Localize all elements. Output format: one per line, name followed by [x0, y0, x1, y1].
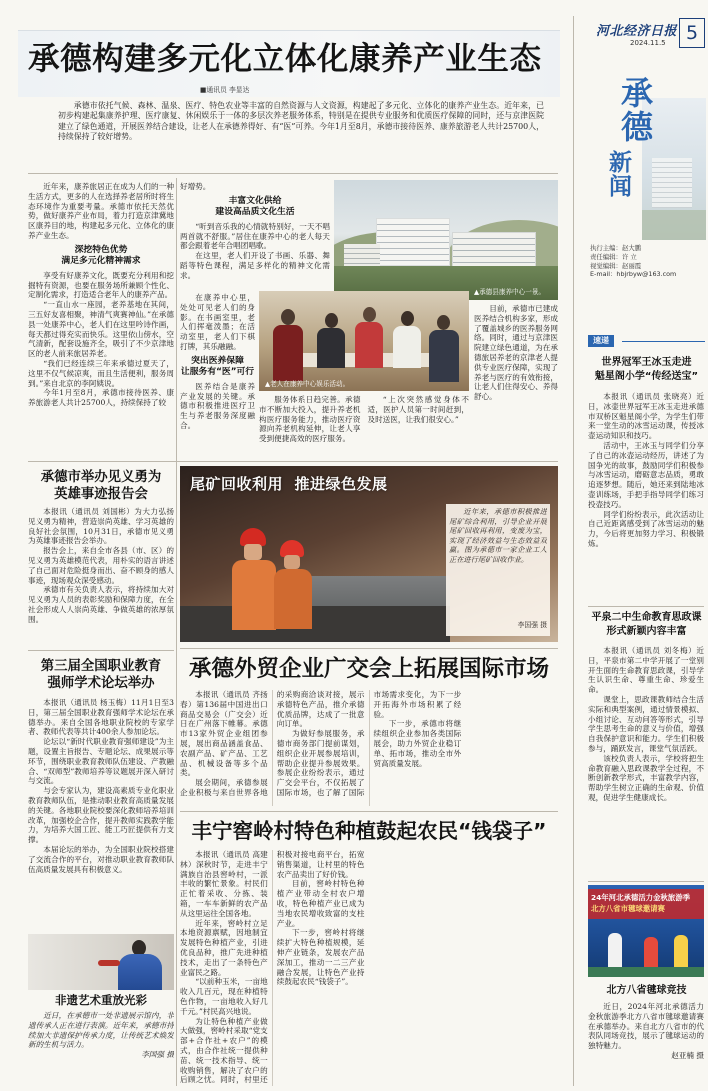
- lead-under-photo: [259, 395, 469, 458]
- photo-kangyang-people: [259, 291, 469, 391]
- paper-name: 河北经济日报: [596, 24, 678, 39]
- paragraph: “听到音乐我的心情就特别好，一天不唱两首就不舒服。”居住在康养中心的老人每天都会跟着老年合唱团唱歌。: [180, 221, 330, 251]
- photo-player-shape: [644, 937, 658, 969]
- photo-worker-face: [244, 544, 262, 560]
- paragraph: 近日，2024年河北承德活力金秋旅游季北方八省市毽球邀请赛在承德举办。来自北方八省市的代表队同场竞技，展示了毽球运动的独特魅力。: [588, 1002, 704, 1051]
- paragraph: 本报讯（通讯员 刘冬梅）近日，平泉市第二中学开展了一堂别开生面的生命教育思政课，引导学生认识生命、尊重生命、珍爱生命。: [588, 646, 704, 695]
- photo-banner-tailings: [180, 466, 558, 642]
- photo-building-shape: [652, 158, 692, 208]
- photo-person-head: [325, 313, 338, 328]
- lead-right-col: [474, 304, 558, 458]
- column-divider: [176, 178, 177, 1086]
- subheading: 丰富文化供给 建设高品质文化生活: [215, 195, 295, 217]
- paragraph: 下一步，窖岭村将继续扩大特色种植规模，延伸产业链条，发展农产品深加工，推动一二三产业融合发展，让特色产业持续鼓起农民“钱袋子”。: [276, 928, 365, 987]
- paragraph: 本报讯（通讯员 刘国彬）为大力弘扬见义勇为精神，营造崇尚英雄、学习英雄的良好社会氛围，10月31日，承德市见义勇为英雄事迹报告会举办。: [28, 507, 174, 546]
- photo-person-body: [429, 330, 459, 382]
- banner-caption: 近年来，承德市积极推进尾矿综合利用，引导企业开展尾矿回收再利用，变废为宝，实现了经济效益与生态效益双赢。图为承德市一家企业工人正在进行尾矿回收作业。: [449, 507, 547, 564]
- paragraph: 本报讯（通讯员 张晓亮）近日，冰壶世界冠军王冰玉走进承德市双桥区魁星阁小学，为学生们带来一堂生动的冰雪运动课，传授冰壶运动知识和技巧。: [588, 392, 704, 441]
- photo-ground-shape: [642, 210, 706, 240]
- paragraph: 在康养中心里，处处可见老人们的身影。在书画室里，老人们挥毫泼墨；在活动室里，老人们下棋打牌，其乐融融。: [180, 293, 255, 351]
- editor-email: E-mail：hbjrbyw@163.com: [590, 270, 677, 279]
- paragraph: “以前种玉米，一亩地收入几百元，现在种植特色作物，一亩地收入好几千元。”村民高兴地说。: [180, 977, 268, 1016]
- heroes-body: [28, 507, 174, 644]
- banner-caption-box: [446, 504, 550, 636]
- brief-tag-label: 速递: [588, 335, 614, 347]
- paragraph: 课堂上，思政课教师结合生活实际和典型案例，通过情景模拟、小组讨论、互动问答等形式，引导学生思考生命的意义与价值，增强自我保护意识和能力。学生们积极参与，踊跃发言，课堂气氛活跃。: [588, 694, 704, 753]
- subheading: 突出医养保障 让服务有“医”可行: [180, 355, 255, 377]
- brief-tag: [588, 334, 705, 348]
- paragraph: 近年来，康养旅居正在成为人们的一种生活方式，更多的人在选择养老居所时将生态环境作为重要考量。承德市依托天然优势，做好康养产业布局，着力打造京津冀地区康养目的地，构建起多元化、立体化的康养产业生态。: [28, 182, 174, 240]
- brief-3-credit: 赵亚楠 摄: [671, 1050, 704, 1060]
- brief-2-headline: 平泉二中生命教育思政课 形式新颖内容丰富: [591, 612, 702, 637]
- paragraph: 本届论坛的举办，为全国职业院校搭建了交流合作的平台，对推动职业教育教师队伍高质量发展具有积极意义。: [28, 844, 174, 874]
- lead-col-2-top: [180, 182, 330, 288]
- vocational-body: [28, 698, 174, 928]
- paragraph: 服务体系日趋完善。承德市不断加大投入，提升养老机构医疗服务能力，推动医疗资源向养老机构延伸，让老人享受到便捷高效的医疗服务。: [259, 395, 361, 444]
- section-rule: [588, 606, 704, 607]
- paragraph: 享受有好康养文化，既要充分利用和挖掘特有资源，也要在服务场所兼顾个性化、定制化需求，打造适合老年人的康养产品。: [28, 270, 174, 300]
- photo-shuttlecock-event: [588, 885, 704, 977]
- photo-person-body: [273, 325, 303, 381]
- fengning-headline: 丰宁窖岭村特色种植鼓起农民“钱袋子”: [191, 819, 547, 843]
- paragraph: 承德市有关负责人表示，将持续加大对见义勇为人员的表彰奖励和保障力度，在全社会形成人人崇尚英雄、争做英雄的浓厚氛围。: [28, 585, 174, 624]
- paragraph: 今年1月至8月，承德市接待医养、康养旅游老人共计25700人，持续保持了较: [28, 388, 174, 408]
- heroes-headline: 承德市举办见义勇为 英雄事迹报告会: [40, 470, 162, 502]
- photo-court-shape: [588, 967, 704, 977]
- photo-person-head: [437, 315, 450, 330]
- rail-divider: [573, 16, 574, 1086]
- paragraph: 活动中，王冰玉与同学们分享了自己的冰壶运动经历，讲述了为国争光的故事，鼓励同学们积极参与冰雪运动，磨砺意志品质，勇敢追逐梦想。随后，她还来到陆地冰壶训练场，手把手指导同学们练习投壶技巧。: [588, 440, 704, 509]
- paragraph: 同学们纷纷表示，此次活动让自己近距离感受到了冰雪运动的魅力，今后将更加努力学习、积极锻炼。: [588, 509, 704, 548]
- paragraph: 论坛以“新时代职业教育强师建设”为主题，设置主旨报告、专题论坛、成果展示等环节，围绕职业教育教师队伍建设、产教融合、“双师型”教师培养等议题展开深入研讨与交流。: [28, 737, 174, 786]
- lead-lede-rule: [28, 173, 558, 174]
- brief-3-body: [588, 1002, 704, 1086]
- vocational-headline: 第三届全国职业教育 强师学术论坛举办: [40, 659, 162, 691]
- lead-col-2-bottom: [180, 293, 255, 458]
- issue-date: 2024.11.5: [630, 39, 666, 47]
- section-rule: [28, 650, 174, 651]
- photo-banner-text-2: 北方八省市毽球邀请赛: [591, 904, 665, 913]
- lead-byline: ■通讯员 李显达: [200, 86, 250, 94]
- brief-1-body: [588, 392, 704, 600]
- photo-heritage: [28, 934, 174, 990]
- photo-person-body: [393, 326, 421, 368]
- fengning-body: [180, 850, 558, 1086]
- section-rule: [28, 461, 558, 462]
- paragraph: 本报讯（通讯员 高建林）深秋时节，走进丰宁满族自治县窖岭村，一派丰收的繁忙景象。村民们正忙着采收、分拣、装箱，一车车新鲜的农产品从这里运往全国各地。: [180, 850, 268, 918]
- paragraph: “我们已经连续三年来承德过夏天了，这里不仅气候凉爽，而且生活便利，服务周到。”来自北京的李阿姨说。: [28, 358, 174, 388]
- paragraph: “上次突然感觉身体不适，医护人员第一时间赶到，及时送医，让我们很安心。”: [367, 395, 469, 424]
- heritage-caption: [28, 1011, 174, 1085]
- lead-col-1: [28, 182, 174, 456]
- brief-3-paragraphs: [588, 1002, 704, 1051]
- brief-tag-rule: [622, 341, 705, 342]
- photo-kangyang-buildings: [334, 180, 558, 300]
- editor-line: 执行主编：赵大鹏: [590, 244, 642, 252]
- brief-3-headline: 北方八省毽球竞技: [606, 985, 687, 996]
- editor-line: 视觉编辑：赵丽霞: [590, 261, 642, 270]
- paragraph: 目前，承德市已建成医养结合机构多家，形成了覆盖城乡的医养服务网络。同时，通过与京津医院建立绿色通道，为在承德旅居养老的京津老人提供专业医疗保障，实现了养老与医疗的有效衔接，让老人们住得安心、养得舒心。: [474, 304, 558, 402]
- paragraph: “一直山水一座园，老养基地在其间，三五好友喜相聚，神清气爽赛神仙。”在承德县一处康养中心，老人们在这里吟诗作画，每天都过得充实而快乐。这里依山傍水，空气清新，配套设施齐全，吸引了不少京津地区的老人前来旅居养老。: [28, 300, 174, 359]
- paragraph: 展会期间，承德参展企业积极与来自世界各地的采购商洽谈对接，展示承德特色产品，推介承德优质品牌，达成了一批意向订单。: [180, 690, 365, 797]
- photo-machine-shape: [180, 606, 450, 642]
- brief-2-body: [588, 646, 704, 878]
- heritage-caption-text: 近日，在承德市一处非遗展示馆内，非遗传承人正在进行表演。近年来，承德市持续加大非遗保护传承力度，让传统艺术焕发新的生机与活力。: [28, 1011, 174, 1050]
- photo-worker-body: [274, 569, 312, 629]
- paragraph: 本报讯（通讯员 杨玉梅）11月1日至3日，第三届全国职业教育强师学术论坛在承德举办。来自全国各地职业院校的专家学者、教师代表等共计400余人参加论坛。: [28, 698, 174, 737]
- paragraph: 在这里，老人们开设了书画、乐器、舞蹈等特色课程，满足多样化的精神文化需求。: [180, 251, 330, 280]
- photo-person-head: [363, 307, 376, 322]
- paragraph: 近年来，窖岭村立足本地资源禀赋，因地制宜发展特色种植产业，引进优良品种，推广先进种植技术，走出了一条特色产业富民之路。: [180, 918, 268, 977]
- photo-player-shape: [608, 933, 622, 969]
- heritage-credit: 李国强 摄: [141, 1050, 174, 1060]
- lede-paragraph: 承德市依托气候、森林、温泉、医疗、特色农业等丰富的自然资源与人文资源，构建起了多元化、立体化的康养产业生态。近年来，已初步构建起集康养护理、医疗康复、休闲娱乐于一体的多层次养老服务体系，特别是在提供专业服务和优质医疗保障的同时，还与京津医院建立了绿色通道，开展医养结合建设，让老人在承德养得好、有“医”可养。今年1月至8月，承德市接待医养、康养旅游老人共计25700人，持续保持了较好增势。: [58, 101, 544, 141]
- section-rule: [180, 648, 558, 649]
- photo-banner-text-1: 24年河北承德活力金秋旅游季: [591, 893, 690, 902]
- photo-performer-prop: [98, 960, 120, 966]
- photo-person-head: [401, 311, 414, 326]
- page-number: 5: [679, 18, 705, 48]
- photo-caption: ▲承德县康养中心一景。: [474, 288, 546, 296]
- paragraph: 目前，窖岭村特色种植产业带动全村农户增收，特色种植产业已成为当地农民增收致富的支柱产业。: [276, 879, 365, 928]
- photo-player-shape: [674, 935, 688, 969]
- heritage-headline: 非遗艺术重放光彩: [55, 993, 147, 1007]
- canton-fair-body: [180, 690, 558, 806]
- paragraph: 该校负责人表示，学校将把生命教育融入思政课教学全过程，不断创新教学形式，丰富教学内容，帮助学生树立正确的生命观、价值观，促进学生健康成长。: [588, 753, 704, 802]
- paragraph: 下一步，承德市将继续组织企业参加各类国际展会，助力外贸企业稳订单、拓市场，推动全市外贸高质量发展。: [373, 719, 462, 768]
- section-title-sub: 新闻: [605, 150, 631, 198]
- banner-credit: 李国强 摄: [517, 621, 547, 629]
- paragraph: 为让特色种植产业做大做强，窖岭村采取“党支部+合作社+农户”的模式，由合作社统一提供种苗、统一技术指导、统一收购销售，解决了农户的后顾之忧。同时，村里还积极对接电商平台，拓宽销售渠道，让村里的特色农产品卖出了好价钱。: [180, 850, 365, 1085]
- photo-worker-body: [232, 560, 276, 630]
- photo-building-shape: [344, 244, 380, 266]
- photo-person-head: [281, 309, 295, 325]
- photo-person-body: [355, 322, 383, 368]
- paragraph: 报告会上，来自全市各县（市、区）的见义勇为英雄模范代表，用朴实的语言讲述了自己面对危险挺身而出、奋不顾身的感人事迹，现场观众深受感动。: [28, 546, 174, 585]
- masthead: [590, 16, 706, 50]
- photo-worker-face: [284, 555, 300, 569]
- photo-caption: ▲老人在康养中心娱乐活动。: [265, 380, 350, 388]
- canton-fair-headline: 承德外贸企业广交会上拓展国际市场: [188, 656, 549, 682]
- paragraph: 本报讯（通讯员 齐扬春）第136届中国进出口商品交易会（广交会）近日在广州落下帷幕。承德市13家外贸企业组团参展，展出商品涵盖食品、农副产品、矿产品、工艺品、机械设备等多个品类。: [180, 690, 268, 778]
- photo-building-shape: [376, 218, 450, 266]
- photo-building-shape: [452, 232, 536, 268]
- banner-title: 尾矿回收利用 推进绿色发展: [190, 475, 388, 493]
- brief-1-headline: 世界冠军王冰玉走进 魁星阁小学“传经送宝”: [594, 357, 699, 382]
- editor-credits: [590, 244, 705, 279]
- paragraph: 为做好参展服务，承德市商务部门提前谋划，组织企业开展参展培训，帮助企业提升参展效果。参展企业纷纷表示，通过广交会平台，不仅拓展了国际市场，也了解了国际市场需求变化，为下一步开拓海外市场积累了经验。: [276, 690, 462, 797]
- section-title-main: 承德: [616, 76, 654, 144]
- photo-person-body: [317, 328, 345, 368]
- lead-lede: [58, 101, 544, 165]
- paragraph: 医养结合是康养产业发展的关键。承德市积极推进医疗卫生与养老服务深度融合。: [180, 381, 255, 430]
- subheading: 深挖特色优势 满足多元化精神需求: [61, 244, 141, 266]
- photo-performer-costume: [118, 954, 162, 990]
- section-rule: [588, 881, 704, 882]
- lead-headline: 承德构建多元化立体化康养产业生态: [28, 41, 542, 77]
- paragraph: 与会专家认为，建设高素质专业化职业教育教师队伍，是推动职业教育高质量发展的关键。各地职业院校要深化教师培养培训改革，加强校企合作，提升教师实践教学能力，为培养大国工匠、能工巧匠提供有力支撑。: [28, 786, 174, 845]
- paragraph: 好增势。: [180, 182, 211, 191]
- section-rule: [180, 811, 558, 812]
- editor-line: 责任编辑：许 立: [590, 252, 637, 261]
